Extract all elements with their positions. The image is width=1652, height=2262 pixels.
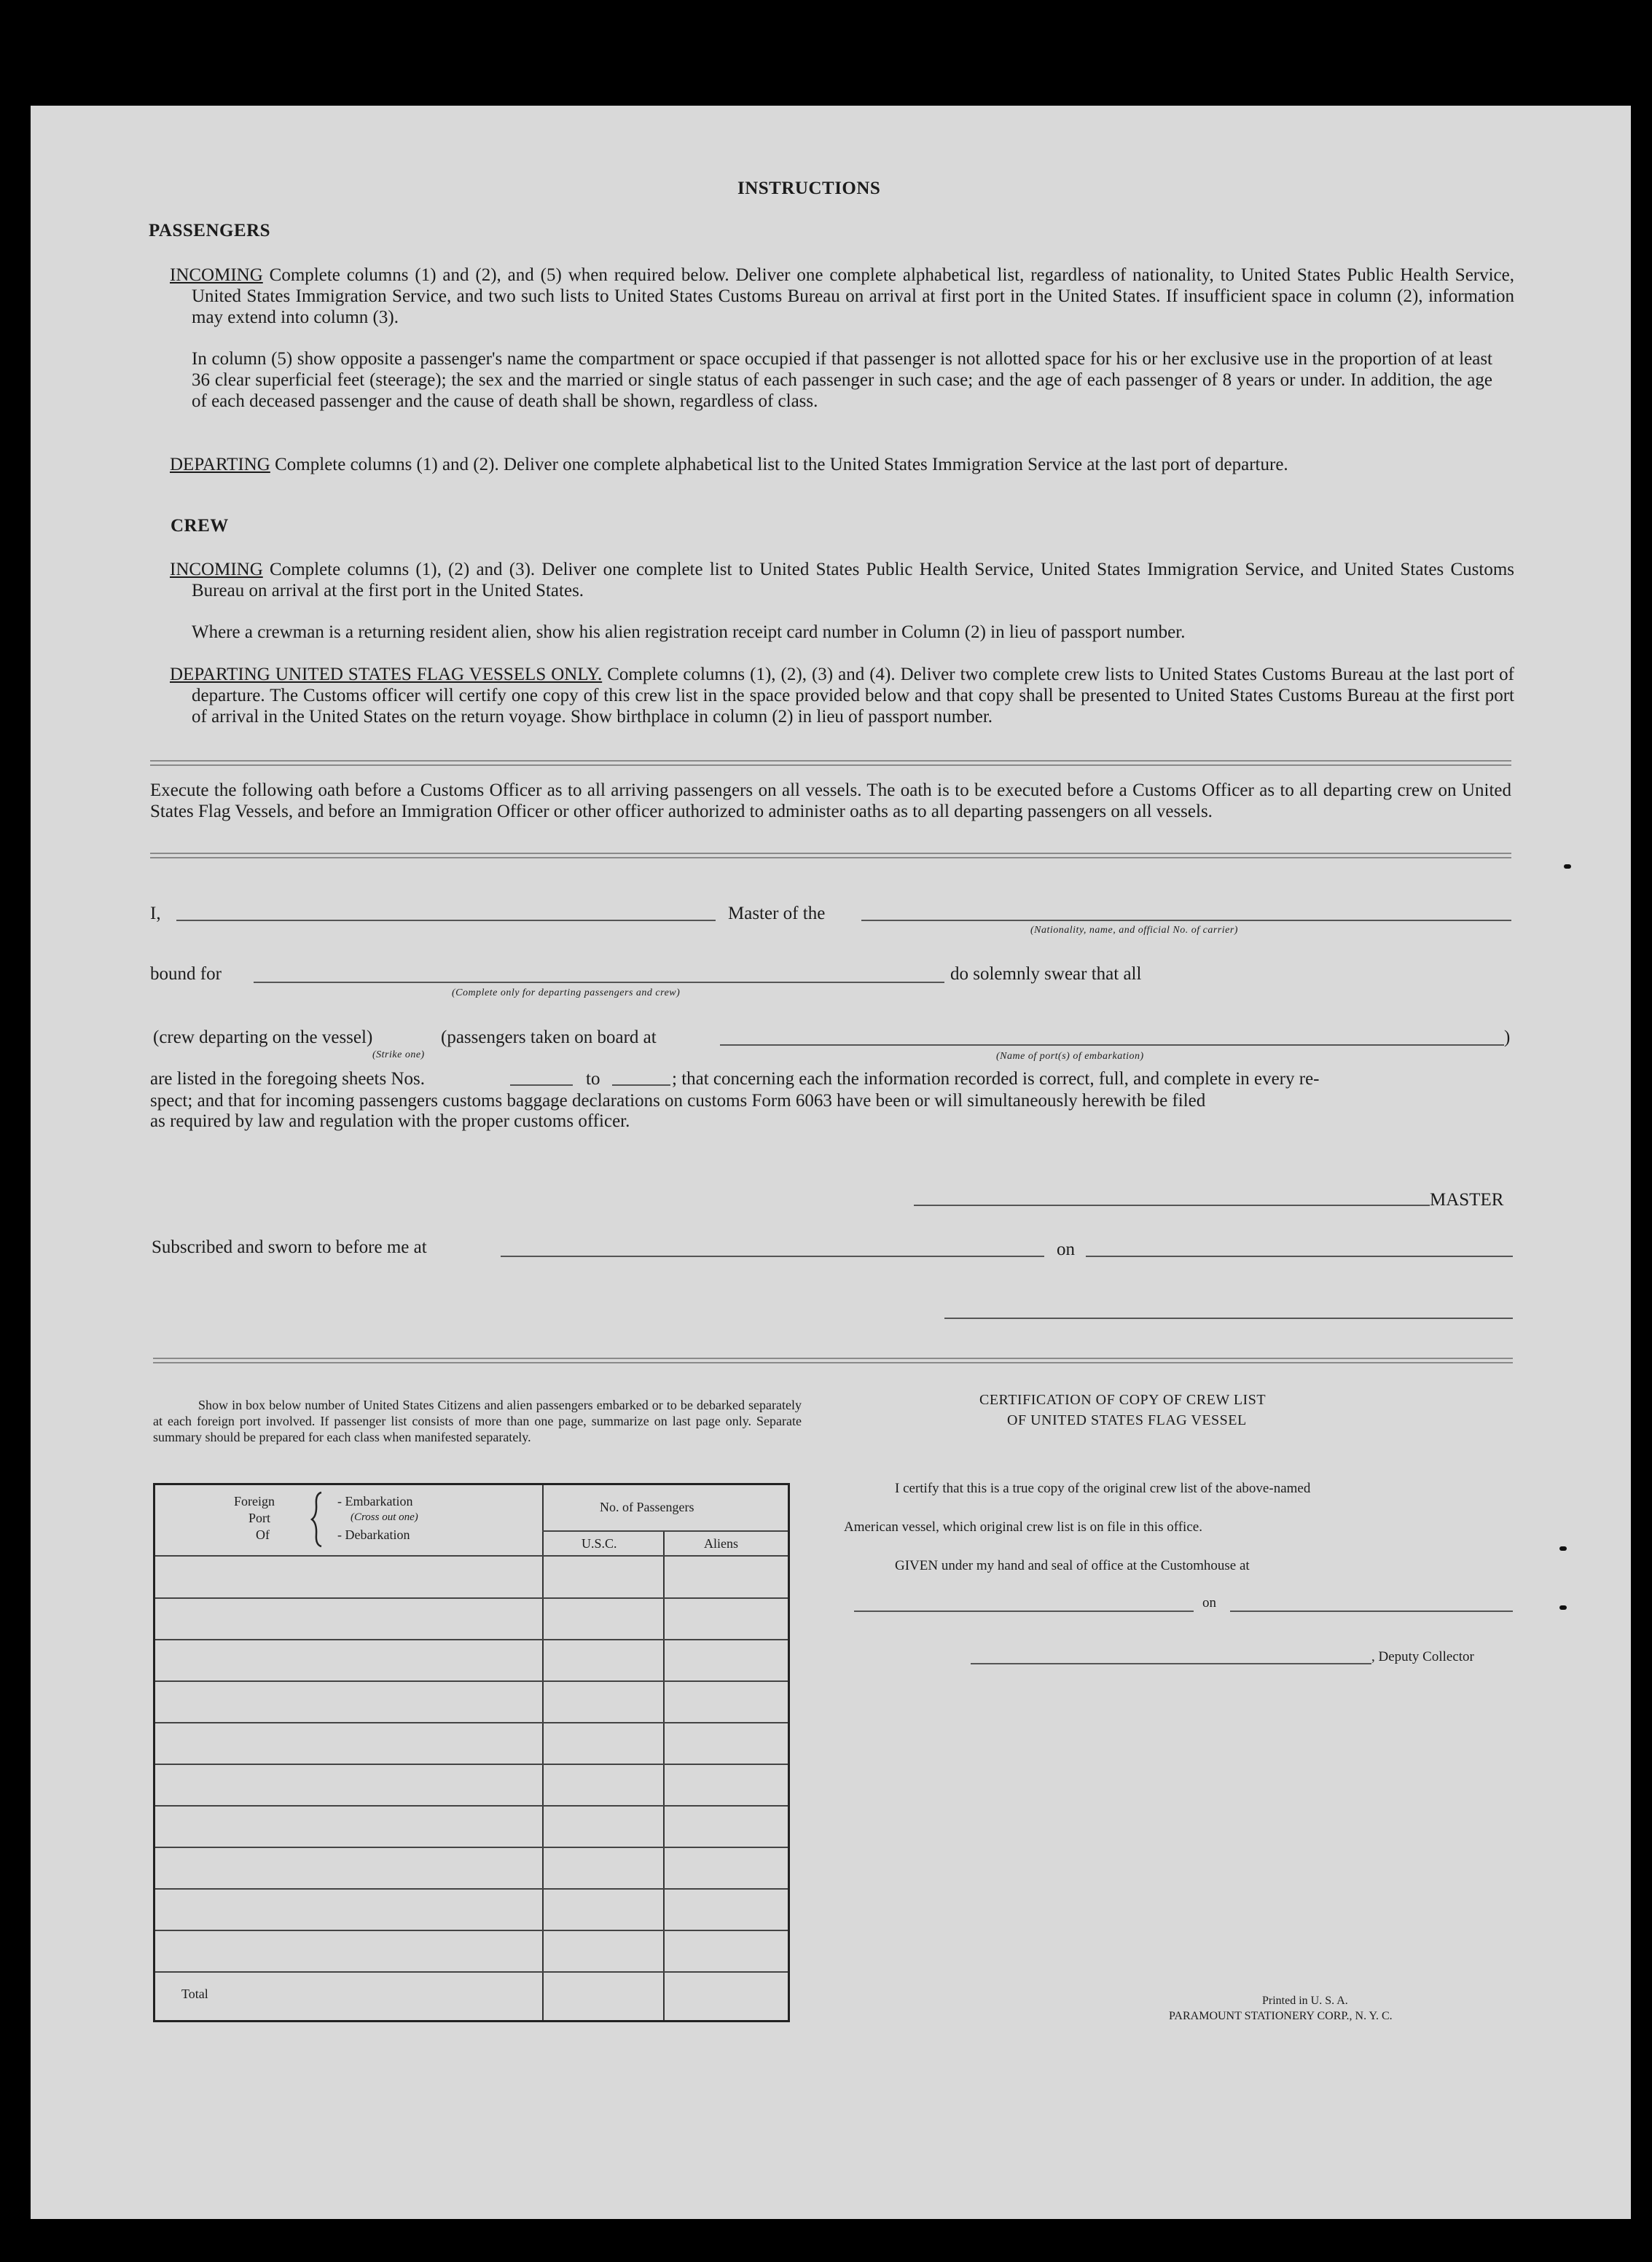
master-of-the-label: Master of the: [728, 904, 826, 923]
departing-text: Complete columns (1) and (2). Deliver one complete alphabetical list to the United States Immigration Service at the last port of departure.: [270, 455, 1288, 474]
certification-on-label: on: [1202, 1595, 1216, 1611]
ink-mark: [1559, 1546, 1567, 1551]
crew-incoming-paragraph: [170, 559, 1514, 601]
debarkation-header: - Debarkation: [337, 1527, 410, 1542]
certification-title-1: CERTIFICATION OF COPY OF CREW LIST: [979, 1392, 1267, 1408]
aliens-header: Aliens: [704, 1536, 738, 1551]
certification-title-2: OF UNITED STATES FLAG VESSEL: [1007, 1412, 1247, 1428]
column-divider: [663, 1530, 665, 2020]
divider: [153, 1358, 1513, 1363]
row-divider: [155, 1930, 788, 1931]
deputy-collector-label: , Deputy Collector: [1371, 1649, 1474, 1664]
row-divider: [155, 1722, 788, 1723]
passenger-summary-table: [153, 1483, 790, 2022]
usc-header: U.S.C.: [582, 1536, 617, 1551]
bound-for-label: bound for: [150, 964, 222, 984]
form-page: [31, 106, 1631, 2219]
of-header: Of: [256, 1527, 270, 1542]
swear-label: do solemnly swear that all: [950, 964, 1142, 984]
close-paren: ): [1504, 1028, 1511, 1047]
crew-departing-text: Complete columns (1), (2), (3) and (4). Deliver two complete crew lists to United States Customs Bureau at the last port of departure. The Customs officer will certify one copy of this crew list in the space provided below and that copy shall be presented to United States Customs Bureau at the first port of arrival in the United States on the return voyage. Show birthplace in column (2) in lieu of passport number.: [192, 665, 1514, 727]
deputy-signature-line[interactable]: [971, 1663, 1371, 1664]
divider: [150, 760, 1511, 766]
crew-heading: CREW: [171, 516, 229, 536]
crew-departing-paragraph: [170, 664, 1514, 727]
row-divider: [155, 1639, 788, 1640]
ink-mark: [1559, 1605, 1567, 1610]
row-divider: [155, 1805, 788, 1807]
nationality-note: (Nationality, name, and official No. of carrier): [1030, 925, 1238, 936]
incoming-label: INCOMING: [170, 265, 263, 285]
port-header: Port: [248, 1511, 271, 1525]
embarkation-header: - Embarkation: [337, 1494, 413, 1508]
port-note: (Name of port(s) of embarkation): [996, 1051, 1144, 1062]
certification-line-1: I certify that this is a true copy of the original crew list of the above-named: [895, 1481, 1311, 1496]
subscribed-label: Subscribed and sworn to before me at: [152, 1237, 427, 1257]
row-divider: [155, 1764, 788, 1765]
sheet-to-line[interactable]: [612, 1084, 670, 1086]
crew-incoming-text: Complete columns (1), (2) and (3). Deliver one complete list to United States Public Health Service, United States Immigration Service, and United States Customs Bureau on arrival at the first port in the United States.: [192, 560, 1514, 600]
passengers-departing-paragraph: [170, 454, 1514, 475]
instructions-title: INSTRUCTIONS: [737, 179, 881, 198]
row-divider: [155, 1680, 788, 1682]
passengers-heading: PASSENGERS: [149, 221, 271, 240]
embarkation-port-line[interactable]: [720, 1044, 1504, 1046]
column-divider: [542, 1485, 544, 2020]
officer-signature-line[interactable]: [944, 1318, 1513, 1319]
crew-incoming-label: INCOMING: [170, 560, 263, 579]
cross-out-note: (Cross out one): [351, 1511, 418, 1523]
column5-paragraph: In column (5) show opposite a passenger's name the compartment or space occupied if that passenger is not allotted space for his or her exclusive use in the proportion of at least 36 clear superficial feet (steerage); the sex and the married or single status of each passenger in such case; and the age of each passenger of 8 years or under. In addition, the age of each deceased passenger and the cause of death shall be shown, regardless of class.: [192, 349, 1492, 411]
incoming-text: Complete columns (1) and (2), and (5) when required below. Deliver one complete alphabetical list, regardless of nationality, to United States Public Health Service, United States Immigration Service, and two such lists to United States Customs Bureau on arrival at first port in the United States. If insufficient space in column (2), information may extend into column (3).: [192, 265, 1514, 327]
total-label: Total: [181, 1987, 208, 2001]
master-label: MASTER: [1430, 1190, 1504, 1210]
strike-one-note: (Strike one): [372, 1049, 425, 1060]
crew-departing-option: (crew departing on the vessel): [153, 1028, 373, 1047]
row-divider: [155, 1597, 788, 1599]
sworn-date-line[interactable]: [1086, 1256, 1513, 1257]
certification-date-line[interactable]: [1230, 1611, 1513, 1612]
no-passengers-header: No. of Passengers: [600, 1500, 694, 1514]
crewman-paragraph: Where a crewman is a returning resident alien, show his alien registration receipt card number in Column (2) in lieu of passport number.: [192, 622, 1186, 642]
customhouse-line[interactable]: [854, 1611, 1194, 1612]
on-label: on: [1057, 1240, 1075, 1259]
oath-intro: Execute the following oath before a Customs Officer as to all arriving passengers on all vessels. The oath is to be executed before a Customs Officer as to all departing crew on United States Flag Vessels, and before an Immigration Officer or other officer authorized to administer oaths as to all departing passengers on all vessels.: [150, 780, 1511, 821]
passengers-incoming-paragraph: [170, 265, 1514, 328]
summary-note: Show in box below number of United States Citizens and alien passengers embarked or to be debarked separately at each foreign port involved. If passenger list consists of more than one page, summarize on last page only. Separate summary should be prepared for each class when manifested separately.: [153, 1398, 802, 1444]
row-divider: [542, 1530, 788, 1532]
certification-line-2: American vessel, which original crew list is on file in this office.: [844, 1519, 1202, 1535]
crew-departing-label: DEPARTING UNITED STATES FLAG VESSELS ONLY.: [170, 665, 603, 684]
header-bottom: [155, 1555, 788, 1557]
bound-for-line[interactable]: [254, 982, 944, 983]
listed-text-3: spect; and that for incoming passengers customs baggage declarations on customs Form 6063 have been or will simultaneously herewith be filed: [150, 1091, 1206, 1111]
listed-text-2: ; that concerning each the information recorded is correct, full, and complete in every re-: [672, 1069, 1320, 1089]
master-name-line[interactable]: [176, 920, 716, 921]
printer-name: PARAMOUNT STATIONERY CORP., N. Y. C.: [1169, 2010, 1393, 2022]
i-label: I,: [150, 904, 161, 923]
listed-text-4: as required by law and regulation with the proper customs officer.: [150, 1111, 630, 1131]
master-signature-line[interactable]: [914, 1205, 1430, 1206]
brace-icon: [310, 1491, 327, 1548]
printed-in-usa: Printed in U. S. A.: [1262, 1995, 1348, 2007]
row-divider: [155, 1971, 788, 1973]
sheet-from-line[interactable]: [510, 1084, 573, 1086]
foreign-header: Foreign: [234, 1494, 275, 1508]
certification-line-3: GIVEN under my hand and seal of office at the Customhouse at: [895, 1558, 1250, 1573]
carrier-line[interactable]: [861, 920, 1511, 921]
row-divider: [155, 1847, 788, 1848]
listed-text-1: are listed in the foregoing sheets Nos.: [150, 1069, 425, 1089]
ink-mark: [1564, 864, 1571, 869]
sworn-place-line[interactable]: [501, 1256, 1044, 1257]
to-label: to: [586, 1069, 600, 1089]
divider: [150, 853, 1511, 858]
departing-label: DEPARTING: [170, 455, 270, 474]
passengers-taken-option: (passengers taken on board at: [441, 1028, 657, 1047]
complete-only-note: (Complete only for departing passengers and crew): [452, 987, 681, 998]
row-divider: [155, 1888, 788, 1890]
